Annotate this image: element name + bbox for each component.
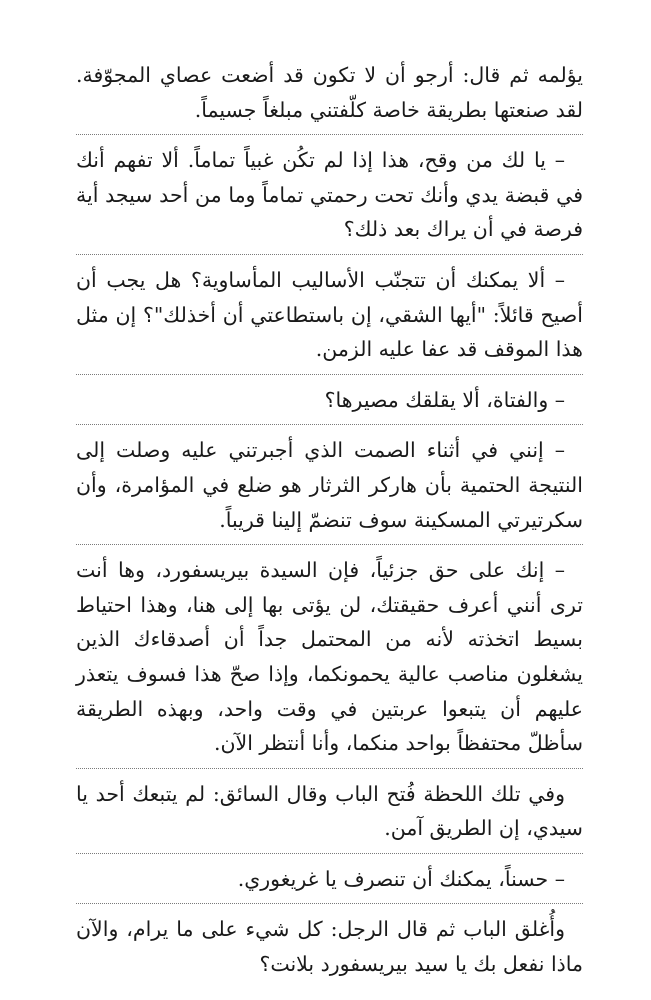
paragraph-divider (76, 134, 583, 135)
paragraph: – حسناً، يمكنك أن تنصرف يا غريغوري. (237, 866, 565, 891)
paragraph: – إنك على حق جزئياً، فإن السيدة بيريسفورد، وها أنت ترى أنني أعرف حقيقتك، لن يؤتى بها إلى هنا، وهذا احتياط بسيط اتخذته لأنه من المحتمل جداً أن أصدقاءك الذين يشغلون مناصب عالية يحمونكما، وإذا صحّ هذا فسوف يتعذر عليهم أن يتبعوا عربتين في وقت واحد، وبهذه الطريقة سأظلّ محتفظاً بواحد منكما، وأنا أنتظر الآن. (76, 558, 583, 756)
paragraph-divider (76, 254, 583, 255)
paragraph-divider (76, 903, 583, 904)
paragraph: وأُغلق الباب ثم قال الرجل: كل شيء على ما يرام، والآن ماذا نفعل بك يا سيد بيريسفورد بلانت؟ (76, 917, 583, 977)
paragraph-divider (76, 424, 583, 425)
paragraph-divider (76, 853, 583, 854)
paragraph-divider (76, 374, 583, 375)
paragraph: يؤلمه ثم قال: أرجو أن لا تكون قد أضعت عصاي المجوّفة. لقد صنعتها بطريقة خاصة كلّفتني مبلغاً جسيماً. (76, 63, 583, 122)
paragraph-divider (76, 768, 583, 769)
paragraph: وفي تلك اللحظة فُتح الباب وقال السائق: لم يتبعك أحد يا سيدي، إن الطريق آمن. (76, 781, 583, 841)
paragraph-divider (76, 544, 583, 545)
paragraph: – يا لك من وقح، هذا إذا لم تكُن غبياً تماماً. ألا تفهم أنك في قبضة يدي وأنك تحت رحمتي تماماً وما من أحد سيجد أية فرصة في أن يراك بعد ذلك؟ (76, 148, 583, 242)
book-page (76, 58, 583, 982)
paragraph: – والفتاة، ألا يقلقك مصيرها؟ (324, 387, 565, 412)
paragraph: – ألا يمكنك أن تتجنّب الأساليب المأساوية؟ هل يجب أن أصيح قائلاً: "أيها الشقي، إن باستطاعتي أن أخذلك"؟ إن مثل هذا الموقف قد عفا عليه الزمن. (76, 267, 583, 362)
paragraph: – إنني في أثناء الصمت الذي أجبرتني عليه وصلت إلى النتيجة الحتمية بأن هاركر الثرثار هو ضلع في المؤامرة، وأن سكرتيرتي المسكينة سوف تنضمّ إلينا قريباً. (76, 438, 583, 532)
